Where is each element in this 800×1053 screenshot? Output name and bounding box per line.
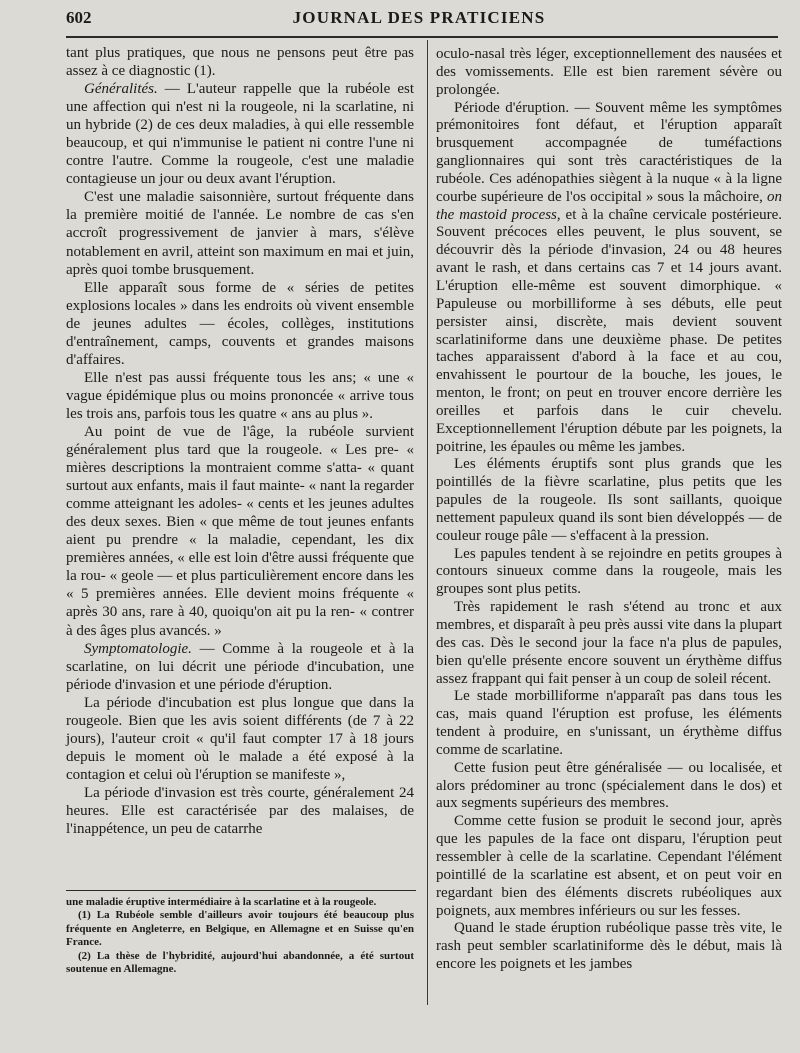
paragraph: Elle n'est pas aussi fréquente tous les ans; « une « vague épidémique plus ou moins prononcée « arrive tous les trois ans, parfois tous les quatre « ans au plus ». — [66, 369, 414, 422]
running-header — [66, 8, 772, 34]
paragraph: C'est une maladie saisonnière, surtout fréquente dans la première moitié de l'année. Le nombre de cas s'en accroît progressivement de janvier à mars, s'élève notablement en avril, atteint son maximum en mai et juin, après quoi tombe brusquement. — [66, 189, 414, 278]
paragraph: Au point de vue de l'âge, la rubéole survient généralement plus tard que la rougeole. « Les pre- « mières descriptions la montraient comme s'atta- « quant surtout aux enfants, mais il faut mainte- « nant la regarder comme atteignant les adoles- « cents et les jeunes adultes des deux sexes. Bien « que même de tout jeunes enfants aient pu prendre « la maladie, cependant, les dix premières années, « elle est loin d'être aussi fréquente que la rou- « geole — et plus particulièrement encore dans les « 5 premières années. Elle devient moins fréquente « après 30 ans, rare à 40, quoiqu'on ait pu la ren- « contrer à des âges plus avancés. » — [66, 423, 414, 639]
italic-phrase: on the mastoid process — [436, 188, 782, 223]
footnote-rule — [66, 890, 416, 891]
paragraph-text: Période d'éruption. — Souvent même les symptômes prémonitoires font défaut, et l'éruption apparaît brusquement accompagnée de tuméfactions ganglionnaires qui sont très caractéristiques de la rubéole. Ces adénopathies siègent à la nuque « à la ligne courbe supérieure de l'os occipital » sous la mâchoire, — [436, 99, 782, 205]
left-column — [66, 44, 414, 838]
paragraph: La période d'invasion est très courte, généralement 24 heures. Elle est caractérisée par des malaises, de l'inappétence, un peu de catarrhe — [66, 784, 414, 838]
paragraph-periode-eruption — [436, 100, 782, 457]
journal-title: JOURNAL DES PRATICIENS — [292, 8, 546, 27]
page-number: 602 — [66, 8, 92, 27]
paragraph: Elle apparaît sous forme de « séries de petites explosions locales » dans les endroits où vivent ensemble de jeunes adultes — écoles, collèges, institutions d'entraînement, camps, couvents et grandes maisons d'affaires. — [66, 279, 414, 368]
paragraph: Les éléments éruptifs sont plus grands que les pointillés de la fièvre scarlatine, plus petits que les papules de la rougeole. Ils sont saillants, quoique nettement papuleux quand ils sont bien développés — de couleur rouge pâle — s'effacent à la pression. — [436, 456, 782, 544]
section-heading: Symptomatologie. — [84, 640, 192, 657]
footnote-carryover: une maladie éruptive intermédiaire à la scarlatine et à la rougeole. — [66, 896, 377, 908]
header-rule — [66, 36, 778, 38]
paragraph-text: , et à la chaîne cervicale postérieure. Souvent précoces elles peuvent, le plus souvent, se découvrir dès la période d'invasion, 24 ou 48 heures avant le rash, et dans certains cas 7 et 14 jours avant. L'éruption elle-même est souvent dimorphique. « Papuleuse ou morbilliforme à ses débuts, elle peut persister ainsi, discrète, mais devient souvent scarlatiniforme dans une deuxième phase. De petites taches apparaissent d'abord à la face et au cou, envahissent le pourtour de la bouche, les joues, le menton, le front; on peut en trouver encore derrière les oreilles et parfois dans le cuir chevelu. Exceptionnellement l'éruption débute par les poignets, la poitrine, les épaules ou même les jambes. — [436, 206, 782, 455]
paragraph-symptomatologie — [66, 640, 414, 694]
paragraph-text: — L'auteur rappelle que la rubéole est une affection qui n'est ni la rougeole, ni la scarlatine, ni un hybride (2) de ces deux maladies, à qui elle ressemble beaucoup, et qui n'immunise le patient ni contre l'une ni contre l'autre. Comme la rougeole, c'est une maladie contagieuse un jour ou deux avant l'éruption. — [66, 81, 414, 188]
column-divider — [427, 40, 428, 1005]
right-column — [436, 46, 782, 974]
paragraph: La période d'incubation est plus longue que dans la rougeole. Bien que les avis soient différents (de 7 à 22 jours), l'auteur croit « qu'il faut compter 17 à 18 jours depuis le moment où le malade a été exposé à la contagion et celui où l'éruption se manifeste », — [66, 694, 414, 783]
paragraph-generalites — [66, 80, 414, 188]
footnote-1: (1) La Rubéole semble d'ailleurs avoir toujours été beaucoup plus fréquente en Angleterre, en Belgique, en Allemagne et en Suisse qu'en France. — [66, 909, 414, 949]
footnote-2: (2) La thèse de l'hybridité, aujourd'hui abandonnée, a été surtout soutenue en Allemagne. — [66, 949, 414, 976]
paragraph: Le stade morbilliforme n'apparaît pas dans tous les cas, mais quand l'éruption est profuse, les éléments tendent à produire, en s'unissant, un érythème diffus comme de scarlatine. — [436, 688, 782, 758]
paragraph-text: — Comme à la rougeole et à la scarlatine, on lui décrit une période d'incubation, une période d'invasion et une période d'éruption. — [66, 640, 414, 693]
paragraph: Très rapidement le rash s'étend au tronc et aux membres, et disparaît à peu près aussi vite dans la plupart des cas. Dès le second jour la face n'a plus de papules, bien qu'elle présente encore souvent un érythème diffus assez frappant qui fait penser à un coup de soleil récent. — [436, 599, 782, 687]
paragraph: Comme cette fusion se produit le second jour, après que les papules de la face ont disparu, l'éruption peut ressembler à celle de la scarlatine. Cependant l'élément pointillé de la scarlatine est absent, et on peut voir en regardant bien des éléments discrets rubéoliques aux poignets, aux membres inférieurs ou sur les fesses. — [436, 813, 782, 919]
paragraph: Les papules tendent à se rejoindre en petits groupes à contours sinueux comme dans la rougeole, mais les groupes sont plus petits. — [436, 545, 782, 598]
footnotes — [66, 896, 414, 976]
paragraph: tant plus pratiques, que nous ne pensons peut être pas assez à ce diagnostic (1). — [66, 45, 414, 80]
paragraph: Quand le stade éruption rubéolique passe très vite, le rash peut sembler scarlatiniforme dès le début, mais là encore les poignets et les jambes — [436, 920, 782, 973]
section-heading: Généralités. — [84, 81, 158, 98]
paragraph: oculo-nasal très léger, exceptionnellement des nausées et des vomissements. Elle est bien rarement sévère ou prolongée. — [436, 46, 782, 98]
paragraph: Cette fusion peut être généralisée — ou localisée, et alors prédominer au tronc (spécialement dans le dos) et aux segments supérieurs des membres. — [436, 759, 782, 812]
